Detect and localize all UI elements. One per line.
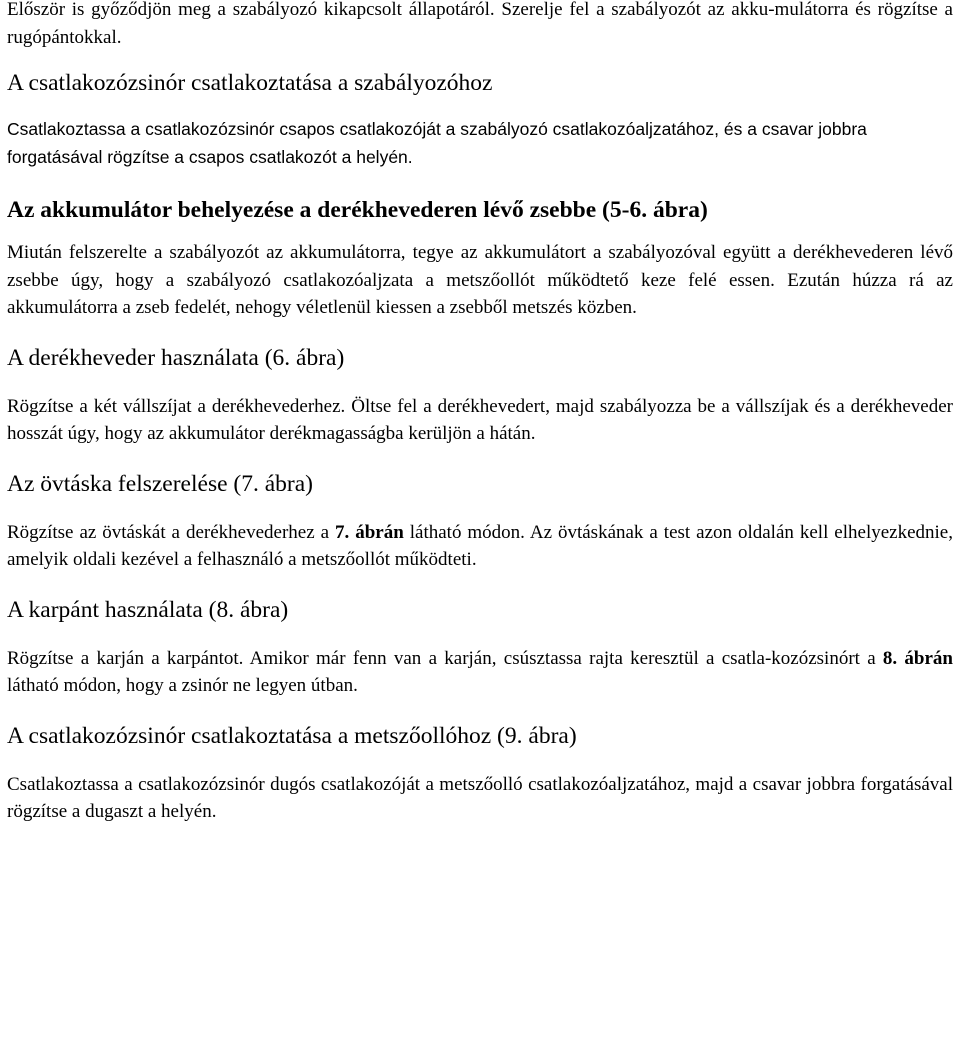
belt-bag-figure-ref: 7. ábrán bbox=[335, 521, 404, 543]
belt-bag-text-start: Rögzítse az övtáskát a derékhevederhez a bbox=[7, 521, 335, 543]
intro-paragraph: Először is győződjön meg a szabályozó kikapcsolt állapotáról. Szerelje fel a szabályozót az akku-mulátorra és rögzítse a rugópántokkal. bbox=[7, 0, 953, 48]
arm-band-figure-ref: 8. ábrán bbox=[882, 647, 953, 669]
section-heading-battery-pocket: Az akkumulátor behelyezése a derékhevederen lévő zsebbe (5-6. ábra) bbox=[7, 197, 708, 223]
section-body-arm-band bbox=[7, 645, 953, 700]
section-heading-cord-to-controller: A csatlakozózsinór csatlakoztatása a szabályozóhoz bbox=[7, 70, 493, 96]
section-body-cord-to-shears: Csatlakoztassa a csatlakozózsinór dugós csatlakozóját a metszőolló csatlakozóaljzatához, majd a csavar jobbra forgatásával rögzítse a dugaszt a helyén. bbox=[7, 773, 953, 822]
arm-band-text-end: látható módon, hogy a zsinór ne legyen útban. bbox=[7, 675, 358, 696]
section-heading-arm-band: A karpánt használata (8. ábra) bbox=[7, 596, 289, 623]
arm-band-text-start: Rögzítse a karján a karpántot. Amikor már fenn van a karján, csúsztassa rajta keresztül a csatla-kozózsinórt a bbox=[7, 647, 883, 669]
section-body-belt-usage: Rögzítse a két vállszíjat a derékhevederhez. Öltse fel a derékhevedert, majd szabályozza be a vállszíjak és a derékheveder hosszát úgy, hogy az akkumulátor derékmagasságba kerüljön a hátán. bbox=[7, 395, 953, 444]
belt-bag-text-end: látható módon. Az övtáskának a test azon oldalán kell elhelyezkednie, amelyik oldali kezével a felhasználó a metszőollót működteti. bbox=[7, 521, 953, 570]
section-heading-belt-bag: Az övtáska felszerelése (7. ábra) bbox=[7, 470, 313, 497]
section-body-battery-pocket: Miután felszerelte a szabályozót az akkumulátorra, tegye az akkumulátort a szabályozóval együtt a derékhevederen lévő zsebbe úgy, hogy a szabályozó csatlakozóaljzata a metszőollót működtető keze felé essen. Ezután húzza rá az akkumulátorra a zseb fedelét, nehogy véletlenül kiessen a zsebből metszés közben. bbox=[7, 242, 953, 318]
section-body-belt-bag bbox=[7, 519, 953, 574]
section-body-cord-to-controller: Csatlakoztassa a csatlakozózsinór csapos csatlakozóját a szabályozó csatlakozóaljzatához, és a csavar jobbra forgatásával rögzítse a csapos csatlakozót a helyén. bbox=[7, 119, 867, 167]
document-page bbox=[7, 0, 953, 826]
section-heading-belt-usage: A derékheveder használata (6. ábra) bbox=[7, 344, 345, 371]
section-heading-cord-to-shears: A csatlakozózsinór csatlakoztatása a metszőollóhoz (9. ábra) bbox=[7, 722, 577, 749]
